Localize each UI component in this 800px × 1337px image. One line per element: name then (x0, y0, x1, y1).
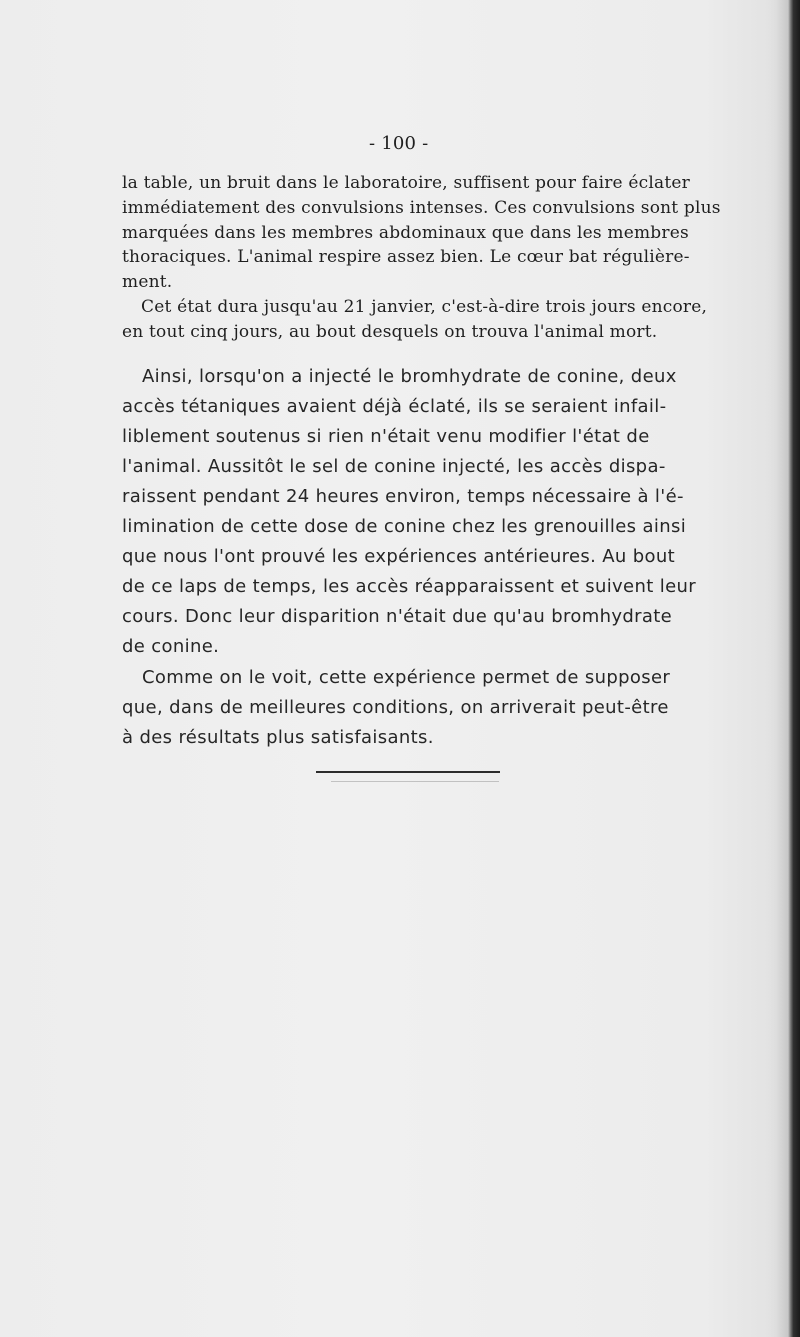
text-line: en tout cinq jours, au bout desquels on trouva l'animal mort. (122, 322, 658, 342)
text-line: cours. Donc leur disparition n'était due qu'au bromhydrate (122, 606, 673, 627)
section-divider (316, 771, 500, 773)
text-line: accès tétaniques avaient déjà éclaté, ils se seraient infail- (122, 396, 667, 417)
text-line: raissent pendant 24 heures environ, temps nécessaire à l'é- (122, 486, 684, 507)
text-line: ment. (122, 272, 173, 292)
text-line: limination de cette dose de conine chez les grenouilles ainsi (122, 516, 687, 537)
text-line: la table, un bruit dans le laboratoire, suffisent pour faire éclater (122, 173, 690, 193)
text-line: que nous l'ont prouvé les expériences antérieures. Au bout (122, 546, 676, 567)
text-line: Ainsi, lorsqu'on a injecté le bromhydrate de conine, deux (142, 366, 677, 387)
text-line: liblement soutenus si rien n'était venu modifier l'état de (122, 426, 650, 447)
text-line: de conine. (122, 636, 220, 657)
text-line: à des résultats plus satisfaisants. (122, 727, 434, 748)
section-divider-shadow (331, 781, 499, 782)
page-number: - 100 - (369, 133, 429, 154)
text-line: immédiatement des convulsions intenses. Ces convulsions sont plus (122, 198, 721, 218)
text-line: thoraciques. L'animal respire assez bien. Le cœur bat régulière- (122, 247, 690, 267)
page-binding-shadow (776, 0, 794, 1337)
text-line: que, dans de meilleures conditions, on arriverait peut-être (122, 697, 669, 718)
text-line: Comme on le voit, cette expérience permet de supposer (142, 667, 671, 688)
text-line: l'animal. Aussitôt le sel de conine injecté, les accès dispa- (122, 456, 666, 477)
text-line: marquées dans les membres abdominaux que dans les membres (122, 223, 689, 243)
text-line: Cet état dura jusqu'au 21 janvier, c'est-à-dire trois jours encore, (141, 297, 708, 317)
text-line: de ce laps de temps, les accès réapparaissent et suivent leur (122, 576, 697, 597)
